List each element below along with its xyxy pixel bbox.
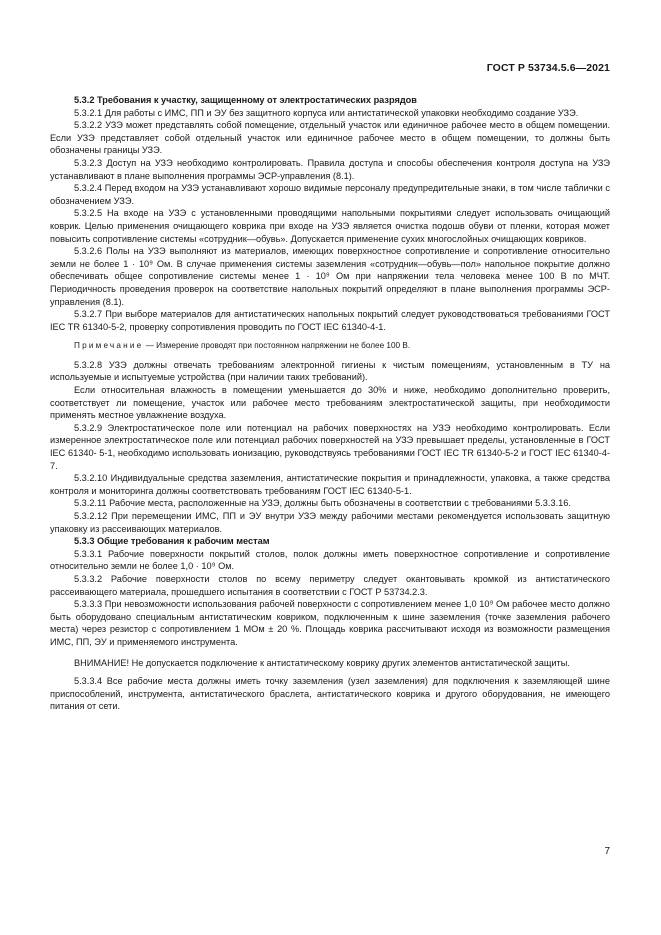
section-heading: 5.3.2 Требования к участку, защищенному от электростатических разрядов: [74, 95, 417, 105]
paragraph: 5.3.2.6 Полы на УЗЭ выполняют из материалов, имеющих поверхностное сопротивление и сопротивление относительно земли не более 1 · 10⁹ Ом. В случае применения системы заземления «сотрудник—обувь—пол» напольное покрытие должно обеспечивать общее сопротивление системы менее 1 · 10⁹ Ом при напряжении тела человека менее 100 В по МЧТ. Периодичность проведения проверок на соответствие напольных покрытий определяют в плане выполнения программы ЭСР-управления (8.1).: [50, 246, 610, 307]
paragraph: 5.3.3.2 Рабочие поверхности столов по всему периметру следует окантовывать кромкой из антистатического рассеивающего материала, прошедшего испытания в соответствии с ГОСТ Р 53734.2.3.: [50, 573, 610, 597]
paragraph: 5.3.2.10 Индивидуальные средства заземления, антистатические покрытия и принадлежности, упаковка, а также средства контроля и мониторинга должны соответствовать требованиям ГОСТ IEC 61340-5-1.: [50, 473, 610, 496]
paragraph: 5.3.2.4 Перед входом на УЗЭ устанавливают хорошо видимые персоналу предупредительные знаки, в том числе таблички с обозначением УЗЭ.: [50, 183, 610, 206]
note-text: — Измерение проводят при постоянном напряжении не более 100 В.: [145, 341, 411, 351]
page-body: [50, 94, 610, 713]
paragraph: 5.3.2.5 На входе на УЗЭ с установленными проводящими напольными покрытиями следует использовать очищающий коврик. Целью применения очищающего коврика при входе на УЗЭ является очистка подошв обуви от пленки, которая может повысить сопротивление системы «сотрудник—обувь». Допускается применение сухих многослойных очищающих ковриков.: [50, 208, 610, 244]
note: [50, 340, 610, 353]
paragraph: 5.3.3.4 Все рабочие места должны иметь точку заземления (узел заземления) для подключения к заземляющей шине приспособлений, инструмента, антистатического браслета, антистатического коврика и другого оборудования, не имеющего питания от сети.: [50, 676, 610, 712]
paragraph: 5.3.2.9 Электростатическое поле или потенциал на рабочих поверхностях на УЗЭ необходимо контролировать. Если измеренное электростатическое поле или потенциал рабочих поверхностей на УЗЭ превышает пределы, установленные в ГОСТ IEC 61340- 5-1, необходимо использовать ионизацию, руководствуясь требованиями ГОСТ IEC TR 61340-5-2 и ГОСТ IEC 61340-4-7.: [50, 422, 610, 471]
paragraph: 5.3.2.2 УЗЭ может представлять собой помещение, отдельный участок или единичное рабочее место в общем помещении. Если УЗЭ представляет собой отдельный участок или единичное рабочее место в общем помещении, то должны быть обозначены границы УЗЭ.: [50, 120, 610, 156]
paragraph: 5.3.2.3 Доступ на УЗЭ необходимо контролировать. Правила доступа и способы обеспечения контроля доступа на УЗЭ устанавливают в плане выполнения программы ЭСР-управления (8.1).: [50, 157, 610, 181]
section-heading: 5.3.3 Общие требования к рабочим местам: [74, 536, 270, 547]
warning-paragraph: ВНИМАНИЕ! Не допускается подключение к антистатическому коврику других элементов антистатической защиты.: [74, 657, 570, 668]
paragraph: 5.3.2.12 При перемещении ИМС, ПП и ЭУ внутри УЗЭ между рабочими местами рекомендуется использовать защитную упаковку из рассеивающих материалов.: [50, 511, 610, 534]
paragraph: 5.3.3.1 Рабочие поверхности покрытий столов, полок должны иметь поверхностное сопротивление и сопротивление относительно земли не более 1,0 · 10⁹ Ом.: [50, 548, 610, 572]
paragraph: 5.3.3.3 При невозможности использования рабочей поверхности с сопротивлением менее 1,0 10⁹ Ом рабочее место должно быть оборудовано специальным антистатическим ковриком, подключенным к шине заземления (точке заземления рабочего места) через резистор с сопротивлением 1 МОм ± 20 %. Площадь коврика рассчитывают исходя из возможности размещения ИМС, ПП, ЭУ и применяемого инструмента.: [50, 599, 610, 647]
paragraph: 5.3.2.11 Рабочие места, расположенные на УЗЭ, должны быть обозначены в соответствии с требованиями 5.3.3.16.: [74, 498, 571, 509]
paragraph: Если относительная влажность в помещении уменьшается до 30% и ниже, необходимо дополнительно проверить, соответствует ли помещение, участок или рабочее место требованиям электростатической защиты, при необходимости применять местное увлажнение воздуха.: [50, 385, 610, 421]
page-number: 7: [604, 846, 610, 857]
paragraph: 5.3.2.1 Для работы с ИМС, ПП и ЭУ без защитного корпуса или антистатической упаковки необходимо создание УЗЭ.: [74, 107, 579, 118]
paragraph: 5.3.2.7 При выборе материалов для антистатических напольных покрытий следует руководствоваться требованиями ГОСТ IEC TR 61340-5-2, проверку сопротивления проводить по ГОСТ IEC 61340-4-1.: [50, 309, 610, 332]
paragraph: 5.3.2.8 УЗЭ должны отвечать требованиям электронной гигиены к чистым помещениям, установленным в ТУ на используемые и испытуемые устройства (при наличии таких требований).: [50, 359, 610, 383]
document-id: ГОСТ Р 53734.5.6—2021: [486, 62, 610, 74]
note-label: Примечание: [74, 341, 144, 351]
